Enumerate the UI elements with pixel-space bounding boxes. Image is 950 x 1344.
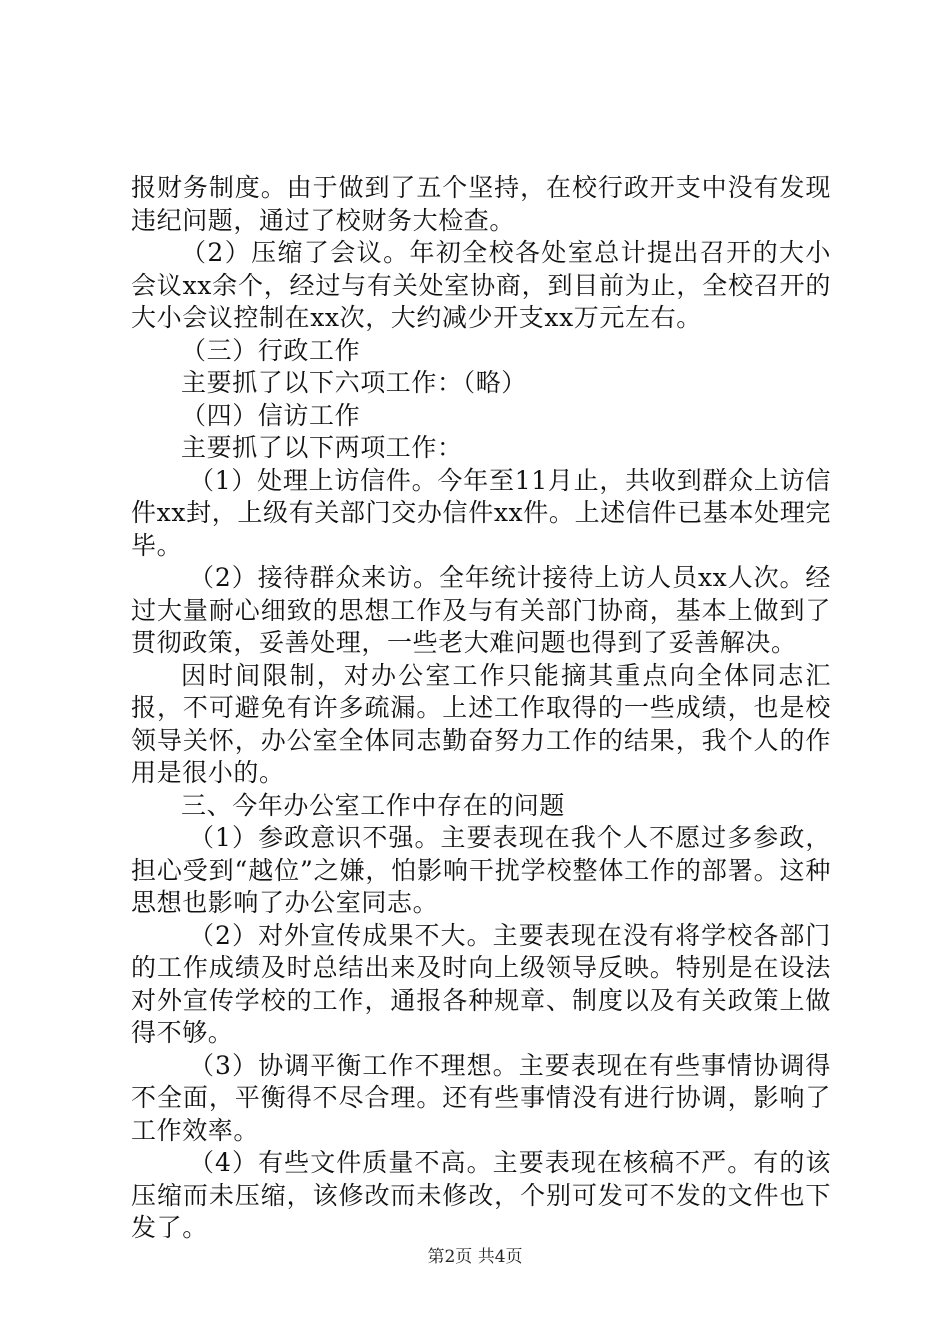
paragraph-continuation: 报财务制度。由于做到了五个坚持，在校行政开支中没有发现违纪问题，通过了校财务大检查。 <box>131 173 831 235</box>
heading-problems: 三、今年办公室工作中存在的问题 <box>181 790 566 820</box>
paragraph-administrative-summary: 主要抓了以下六项工作：（略） <box>181 368 527 397</box>
paragraph-petition-visits: （2）接待群众来访。全年统计接待上访人员xx人次。经过大量耐心细致的思想工作及与有关部门协商，基本上做到了贯彻政策，妥善处理，一些老大难问题也得到了妥善解决。 <box>131 563 831 657</box>
page-number-footer: 第2页 共4页 <box>427 1247 523 1267</box>
heading-administrative-work: （三）行政工作 <box>181 335 361 365</box>
heading-petition-work: （四）信访工作 <box>181 400 361 430</box>
paragraph-petition-letters: （1）处理上访信件。今年至11月止，共收到群众上访信件xx封，上级有关部门交办信件xx件。上述信件已基本处理完毕。 <box>131 465 831 560</box>
document-body <box>131 172 831 1245</box>
paragraph-petition-summary: 主要抓了以下两项工作： <box>181 433 463 462</box>
paragraph-problem-2: （2）对外宣传成果不大。主要表现在没有将学校各部门的工作成绩及时总结出来及时向上级领导反映。特别是在设法对外宣传学校的工作，通报各种规章、制度以及有关政策上做得不够。 <box>131 920 831 1047</box>
paragraph-problem-3: （3）协调平衡工作不理想。主要表现在有些事情协调得不全面，平衡得不尽合理。还有些事情没有进行协调，影响了工作效率。 <box>131 1050 831 1145</box>
paragraph-conclusion: 因时间限制，对办公室工作只能摘其重点向全体同志汇报，不可避免有许多疏漏。上述工作取得的一些成绩，也是校领导关怀，办公室全体同志勤奋努力工作的结果，我个人的作用是很小的。 <box>131 660 831 787</box>
paragraph-problem-1: （1）参政意识不强。主要表现在我个人不愿过多参政，担心受到“越位”之嫌，怕影响干扰学校整体工作的部署。这种思想也影响了办公室同志。 <box>131 823 831 917</box>
paragraph-problem-4: （4）有些文件质量不高。主要表现在核稿不严。有的该压缩而未压缩，该修改而未修改，个别可发可不发的文件也下发了。 <box>131 1148 831 1242</box>
paragraph-meeting-reduction: （2）压缩了会议。年初全校各处室总计提出召开的大小会议xx余个，经过与有关处室协商，到目前为止，全校召开的大小会议控制在xx次，大约减少开支xx万元左右。 <box>131 238 831 332</box>
